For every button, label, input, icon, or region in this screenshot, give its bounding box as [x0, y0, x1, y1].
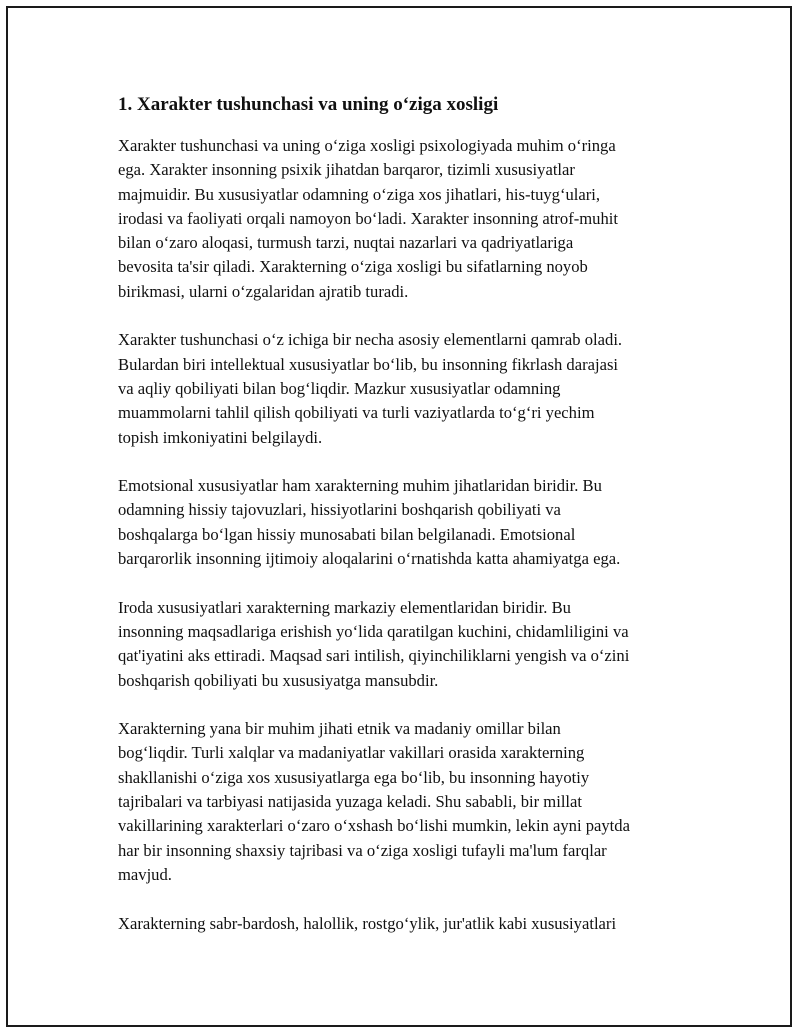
text-line: qat'iyatini aks ettiradi. Maqsad sari intilish, qiyinchiliklarni yengish va o‘zini: [118, 646, 630, 666]
paragraph-2: [118, 328, 678, 449]
text-line: bog‘liqdir. Turli xalqlar va madaniyatlar vakillari orasida xarakterning: [118, 743, 585, 763]
paragraph-6: [118, 912, 678, 936]
paragraph-1: [118, 134, 678, 304]
text-line: bevosita ta'sir qiladi. Xarakterning o‘ziga xosligi bu sifatlarning noyob: [118, 257, 588, 277]
text-line: barqarorlik insonning ijtimoiy aloqalarini o‘rnatishda katta ahamiyatga ega.: [118, 549, 621, 569]
paragraph-4: [118, 596, 678, 693]
text-line: topish imkoniyatini belgilaydi.: [118, 427, 323, 447]
text-line: shakllanishi o‘ziga xos xususiyatlarga ega bo‘lib, bu insonning hayotiy: [118, 767, 590, 787]
text-line: mavjud.: [118, 864, 172, 884]
text-line: irodasi va faoliyati orqali namoyon bo‘ladi. Xarakter insonning atrof-muhit: [118, 208, 618, 228]
text-line: majmuidir. Bu xususiyatlar odamning o‘ziga xos jihatlari, his-tuyg‘ulari,: [118, 184, 601, 204]
text-line: tajribalari va tarbiyasi natijasida yuzaga keladi. Shu sababli, bir millat: [118, 792, 583, 812]
text-line: boshqarish qobiliyati bu xususiyatga mansubdir.: [118, 670, 439, 690]
text-line: Iroda xususiyatlari xarakterning markaziy elementlaridan biridir. Bu: [118, 597, 571, 617]
text-line: birikmasi, ularni o‘zgalaridan ajratib turadi.: [118, 281, 409, 301]
paragraph-5: [118, 717, 678, 887]
text-line: Xarakter tushunchasi o‘z ichiga bir necha asosiy elementlarni qamrab oladi.: [118, 330, 623, 350]
text-line: va aqliy qobiliyati bilan bog‘liqdir. Mazkur xususiyatlar odamning: [118, 378, 561, 398]
document-body: [118, 92, 678, 960]
text-line: Xarakter tushunchasi va uning o‘ziga xosligi psixologiyada muhim o‘ringa: [118, 136, 616, 155]
text-line: boshqalarga bo‘lgan hissiy munosabati bilan belgilanadi. Emotsional: [118, 524, 576, 544]
text-line: odamning hissiy tajovuzlari, hissiyotlarini boshqarish qobiliyati va: [118, 500, 561, 520]
section-heading: 1. Xarakter tushunchasi va uning o‘ziga xosligi: [118, 94, 499, 115]
text-line: Xarakterning sabr-bardosh, halollik, rostgo‘ylik, jur'atlik kabi xususiyatlari: [118, 913, 617, 933]
text-line: insonning maqsadlariga erishish yo‘lida qaratilgan kuchini, chidamliligini va: [118, 621, 629, 641]
text-line: Emotsional xususiyatlar ham xarakterning muhim jihatlaridan biridir. Bu: [118, 476, 602, 496]
text-line: vakillarining xarakterlari o‘zaro o‘xshash bo‘lishi mumkin, lekin ayni paytda: [118, 816, 630, 836]
text-line: har bir insonning shaxsiy tajribasi va o‘ziga xosligi tufayli ma'lum farqlar: [118, 840, 607, 860]
text-line: bilan o‘zaro aloqasi, turmush tarzi, nuqtai nazarlari va qadriyatlariga: [118, 233, 574, 253]
text-line: Bulardan biri intellektual xususiyatlar bo‘lib, bu insonning fikrlash darajasi: [118, 354, 619, 374]
text-line: ega. Xarakter insonning psixik jihatdan barqaror, tizimli xususiyatlar: [118, 160, 575, 180]
text-line: Xarakterning yana bir muhim jihati etnik va madaniy omillar bilan: [118, 719, 561, 739]
text-line: muammolarni tahlil qilish qobiliyati va turli vaziyatlarda to‘g‘ri yechim: [118, 403, 595, 423]
paragraph-3: [118, 474, 678, 571]
